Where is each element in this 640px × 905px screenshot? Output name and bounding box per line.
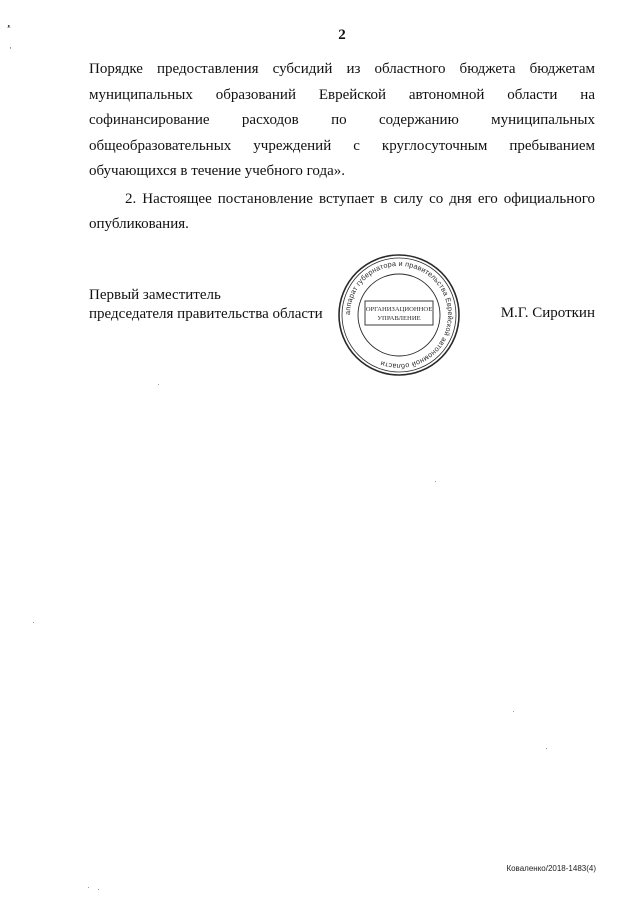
signature-position-line: Первый заместитель [89,287,221,303]
text-line: муниципальных образований Еврейской автономной области на [89,86,595,103]
scan-artifact-mark: ᵜ [7,22,11,34]
page-number: 2 [338,27,346,43]
scan-artifact-dot [98,889,99,890]
scan-artifact-dot [513,711,514,712]
text-line: 2. Настоящее постановление вступает в силу со дня его официального [125,190,595,207]
text-line: Порядке предоставления субсидий из областного бюджета бюджетам [89,61,595,77]
paragraph-effective-date [89,187,595,238]
text-line: общеобразовательных учреждений с круглосуточным пребыванием [89,137,595,154]
scan-artifact-dot [88,887,89,888]
paragraph-continuation [89,57,595,185]
stamp-inner-text-1: ОРГАНИЗАЦИОННОЕ [365,306,433,313]
scan-artifact-dot [435,481,436,482]
text-line: обучающихся в течение учебного года». [89,163,346,179]
text-line: софинансирование расходов по содержанию муниципальных [89,112,595,128]
document-body [89,57,595,238]
scan-artifact-dot [33,622,34,623]
text-line: опубликования. [89,216,189,232]
signer-name: М.Г. Сироткин [500,305,595,321]
signature-position [89,286,323,324]
scan-artifact-mark: · [9,43,12,53]
document-footer-code: Коваленко/2018-1483(4) [506,864,596,873]
scan-artifact-dot [158,384,159,385]
official-stamp [336,252,462,378]
stamp-inner-text-2: УПРАВЛЕНИЕ [377,315,421,322]
stamp-outer-text-path: аппарат губернатора и правительства Еврейской автономной области [342,258,456,372]
scan-artifact-dot [546,748,547,749]
signature-position-line: председателя правительства области [89,306,323,322]
